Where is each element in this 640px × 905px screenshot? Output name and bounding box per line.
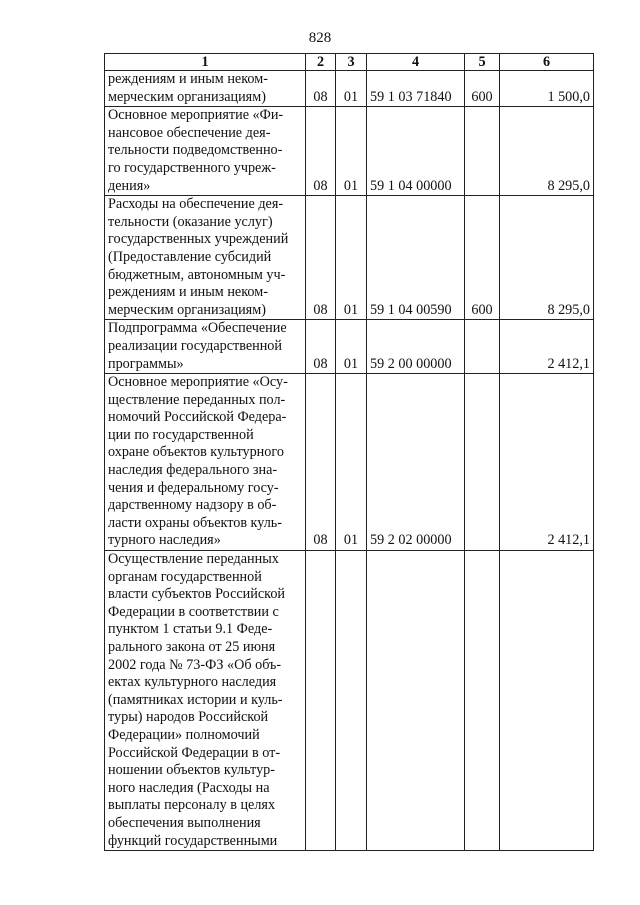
expense-type-code [465, 107, 500, 196]
column-header-6: 6 [500, 54, 594, 71]
row-description: Расходы на обеспечение дея- тельности (оказание услуг) государственных учреждений (Предоставление субсидий бюджетным, автономным уч- реждениям и иным неком- мерческим организациям) [105, 196, 306, 320]
subsection-code: 01 [336, 107, 367, 196]
table-header-row [105, 54, 594, 71]
expense-type-code: 600 [465, 71, 500, 107]
amount: 8 295,0 [500, 196, 594, 320]
expense-type-code [465, 320, 500, 374]
target-article-code: 59 2 00 00000 [367, 320, 465, 374]
table-row [105, 71, 594, 107]
column-header-3: 3 [336, 54, 367, 71]
subsection-code: 01 [336, 71, 367, 107]
section-code [306, 551, 336, 851]
expense-type-code [465, 374, 500, 551]
column-header-5: 5 [465, 54, 500, 71]
row-description: Основное мероприятие «Фи- нансовое обеспечение дея- тельности подведомственно- го государственного учреж- дения» [105, 107, 306, 196]
table-row [105, 196, 594, 320]
amount: 8 295,0 [500, 107, 594, 196]
subsection-code: 01 [336, 374, 367, 551]
subsection-code: 01 [336, 196, 367, 320]
row-description: Подпрограмма «Обеспечение реализации государственной программы» [105, 320, 306, 374]
amount: 1 500,0 [500, 71, 594, 107]
subsection-code [336, 551, 367, 851]
table-row [105, 320, 594, 374]
amount [500, 551, 594, 851]
section-code: 08 [306, 71, 336, 107]
table-row [105, 107, 594, 196]
subsection-code: 01 [336, 320, 367, 374]
column-header-1: 1 [105, 54, 306, 71]
target-article-code: 59 1 03 71840 [367, 71, 465, 107]
target-article-code [367, 551, 465, 851]
target-article-code: 59 1 04 00000 [367, 107, 465, 196]
amount: 2 412,1 [500, 320, 594, 374]
section-code: 08 [306, 107, 336, 196]
amount: 2 412,1 [500, 374, 594, 551]
target-article-code: 59 2 02 00000 [367, 374, 465, 551]
column-header-2: 2 [306, 54, 336, 71]
column-header-4: 4 [367, 54, 465, 71]
page-number: 828 [308, 30, 332, 46]
section-code: 08 [306, 374, 336, 551]
budget-table [104, 53, 594, 851]
table-row [105, 551, 594, 851]
target-article-code: 59 1 04 00590 [367, 196, 465, 320]
row-description: Основное мероприятие «Осу- ществление переданных пол- номочий Российской Федера- ции по государственной охране объектов культурного наследия федерального зна- чения и федеральному госу- дарственному надзору в об- ласти охраны объектов куль- турного наследия» [105, 374, 306, 551]
section-code: 08 [306, 196, 336, 320]
expense-type-code: 600 [465, 196, 500, 320]
section-code: 08 [306, 320, 336, 374]
table-row [105, 374, 594, 551]
expense-type-code [465, 551, 500, 851]
row-description: Осуществление переданных органам государственной власти субъектов Российской Федерации в соответствии с пунктом 1 статьи 9.1 Феде- рального закона от 25 июня 2002 года № 73-ФЗ «Об объ- ектах культурного наследия (памятниках истории и куль- туры) народов Российской Федерации» полномочий Российской Федерации в от- ношении объектов культур- ного наследия (Расходы на выплаты персоналу в целях обеспечения выполнения функций государственными [105, 551, 306, 851]
row-description: реждениям и иным неком- мерческим организациям) [105, 71, 306, 107]
